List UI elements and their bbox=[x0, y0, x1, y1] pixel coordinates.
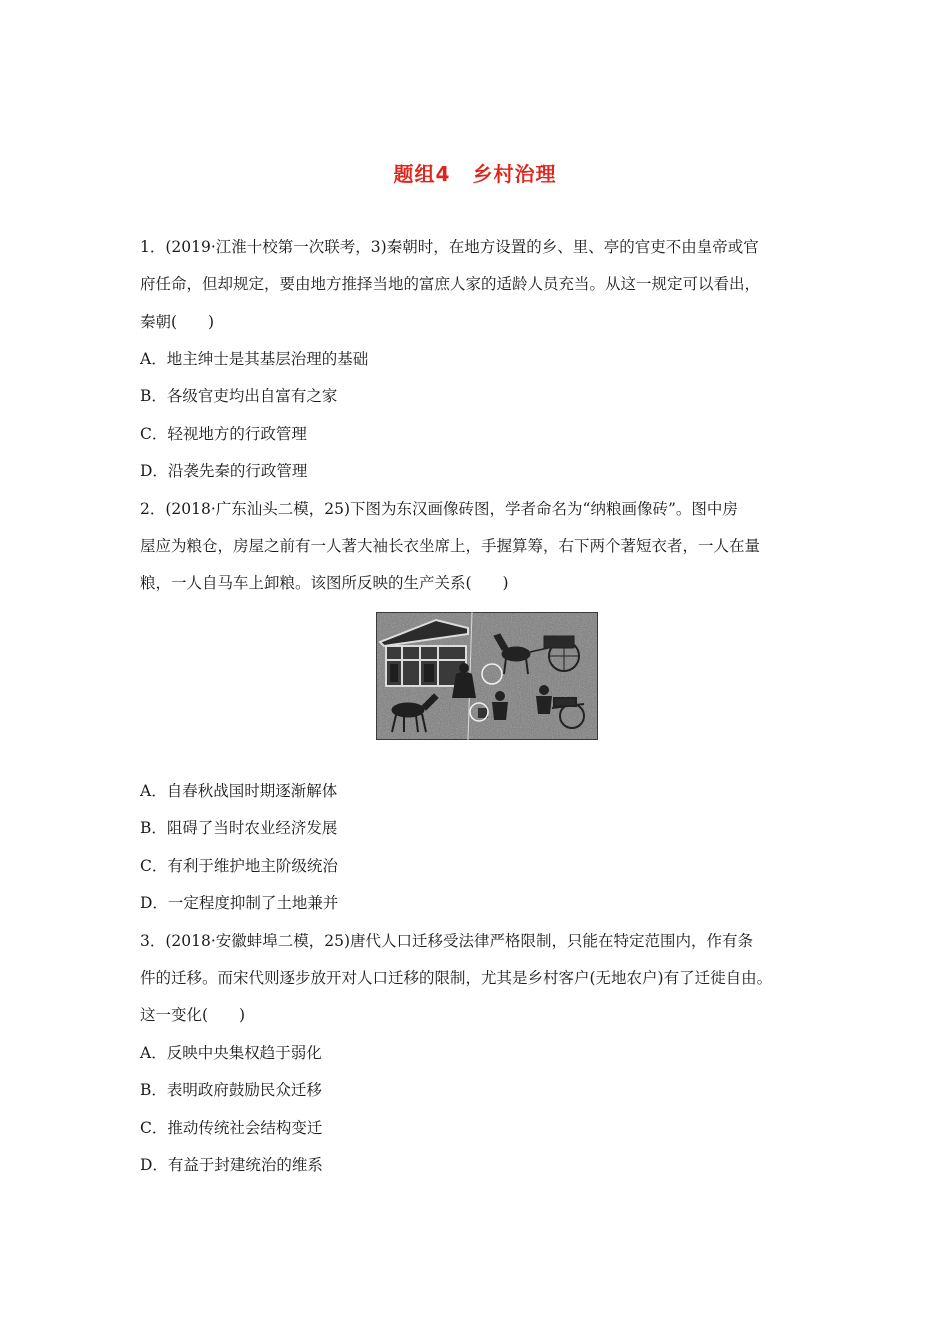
question-1-option-a[interactable]: A．地主绅士是其基层治理的基础 bbox=[140, 349, 369, 368]
question-2-option-d[interactable]: D．一定程度抑制了土地兼并 bbox=[140, 894, 339, 913]
page-title bbox=[0, 158, 950, 187]
question-2-option-a[interactable]: A．自春秋战国时期逐渐解体 bbox=[140, 781, 338, 800]
question-1-option-b[interactable]: B．各级官吏均出自富有之家 bbox=[140, 387, 338, 406]
question-1-option-d[interactable]: D．沿袭先秦的行政管理 bbox=[140, 462, 308, 481]
question-3-stem-line-1: 3．(2018·安徽蚌埠二模，25)唐代人口迁移受法律严格限制，只能在特定范围内，作有条 bbox=[140, 931, 754, 950]
title-main: 乡村治理 bbox=[472, 162, 557, 186]
question-1-stem-line-2: 府任命，但却规定，要由地方推择当地的富庶人家的适龄人员充当。从这一规定可以看出， bbox=[140, 275, 761, 294]
question-1-option-c[interactable]: C．轻视地方的行政管理 bbox=[140, 424, 307, 443]
question-1-stem-line-3: 秦朝( ) bbox=[140, 312, 215, 331]
question-3 bbox=[140, 926, 812, 1188]
question-2-stem-line-3: 粮，一人自马车上卸粮。该图所反映的生产关系( ) bbox=[140, 574, 509, 593]
question-2-option-c[interactable]: C．有利于维护地主阶级统治 bbox=[140, 856, 338, 875]
question-3-option-a[interactable]: A．反映中央集权趋于弱化 bbox=[140, 1043, 322, 1062]
question-3-option-c[interactable]: C．推动传统社会结构变迁 bbox=[140, 1118, 323, 1137]
question-3-option-d[interactable]: D．有益于封建统治的维系 bbox=[140, 1156, 323, 1175]
question-2-stem-line-2: 屋应为粮仓，房屋之前有一人著大袖长衣坐席上，手握算筹，右下两个著短衣者，一人在量 bbox=[140, 537, 761, 556]
question-1-stem-line-1: 1．(2019·江淮十校第一次联考，3)秦朝时，在地方设置的乡、里、亭的官吏不由皇帝或官 bbox=[140, 238, 759, 256]
figure-container bbox=[140, 606, 812, 776]
question-list bbox=[140, 232, 812, 1188]
question-1 bbox=[140, 232, 812, 494]
question-3-option-b[interactable]: B．表明政府鼓励民众迁移 bbox=[140, 1081, 322, 1100]
question-2-option-b[interactable]: B．阻碍了当时农业经济发展 bbox=[140, 819, 338, 838]
rubbing-image bbox=[376, 612, 598, 740]
title-prefix: 题组4 bbox=[393, 162, 451, 186]
question-2-stem-line-1: 2．(2018·广东汕头二模，25)下图为东汉画像砖图，学者命名为“纳粮画像砖”。图中房 bbox=[140, 499, 738, 518]
question-2 bbox=[140, 494, 812, 926]
question-3-stem-line-3: 这一变化( ) bbox=[140, 1006, 246, 1025]
question-3-stem-line-2: 件的迁移。而宋代则逐步放开对人口迁移的限制，尤其是乡村客户(无地农户)有了迁徙自由。 bbox=[140, 969, 773, 988]
